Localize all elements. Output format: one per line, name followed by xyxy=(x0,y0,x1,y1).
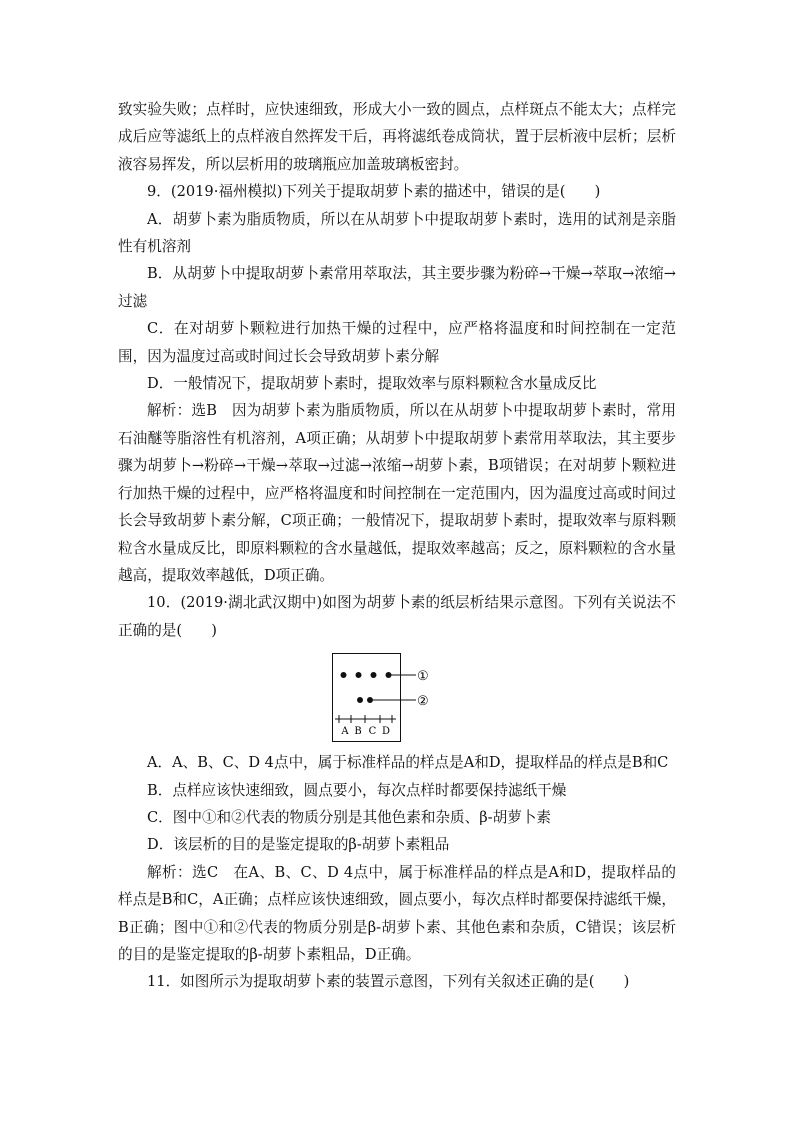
question-10-option-d: D．该层析的目的是鉴定提取的β-胡萝卜素粗品 xyxy=(147,836,450,854)
lane-label-d: D xyxy=(381,726,391,738)
question-9: 9．(2019·福州模拟)下列关于提取胡萝卜素的描述中，错误的是( ) xyxy=(147,183,601,201)
question-9-option-d: D．一般情况下，提取胡萝卜素时，提取效率与原料颗粒含水量成反比 xyxy=(147,375,597,393)
text-block-bottom xyxy=(118,749,676,996)
page-content xyxy=(118,96,676,996)
question-9-option-c: C．在对胡萝卜颗粒进行加热干燥的过程中，应严格将温度和时间控制在一定范围，因为温度过高或时间过长会导致胡萝卜素分解 xyxy=(118,320,676,365)
spot-row2-b xyxy=(357,697,363,703)
lane-label-b: B xyxy=(354,726,362,738)
lane-label-c: C xyxy=(368,726,377,738)
chromatography-figure xyxy=(118,653,676,743)
chromatography-diagram xyxy=(332,653,462,743)
question-11: 11．如图所示为提取胡萝卜素的装置示意图，下列有关叙述正确的是( ) xyxy=(147,973,630,991)
question-9-solution: 解析：选B 因为胡萝卜素为脂质物质，所以在从胡萝卜中提取胡萝卜素时，常用石油醚等脂溶性有机溶剂，A项正确；从胡萝卜中提取胡萝卜素常用萃取法，其主要步骤为胡萝卜→粉碎→干燥→萃取→过滤→浓缩→胡萝卜素，B项错误；在对胡萝卜颗粒进行加热干燥的过程中，应严格将温度和时间控制在一定范围内，因为温度过高或时间过长会导致胡萝卜素分解，C项正确；一般情况下，提取胡萝卜素时，提取效率与原料颗粒含水量成反比，即原料颗粒的含水量越低，提取效率越高；反之，原料颗粒的含水量越高，提取效率越低，D项正确。 xyxy=(118,402,676,584)
text-block-top xyxy=(118,96,676,644)
lane-label-a: A xyxy=(341,726,349,738)
question-10-option-b: B．点样应该快速细致，圆点要小，每次点样时都要保持滤纸干燥 xyxy=(147,781,567,799)
question-10-option-c: C．图中①和②代表的物质分别是其他色素和杂质、β-胡萝卜素 xyxy=(147,808,551,826)
spot-row1-d xyxy=(386,672,392,678)
spot-row1-b xyxy=(356,672,362,678)
question-9-option-b: B．从胡萝卜中提取胡萝卜素常用萃取法，其主要步骤为粉碎→干燥→萃取→浓缩→过滤 xyxy=(118,265,676,310)
spot-row1-c xyxy=(371,672,377,678)
spot-row1-a xyxy=(341,672,347,678)
question-10-solution: 解析：选C 在A、B、C、D 4点中，属于标准样品的样点是A和D，提取样品的样点是B和C，A正确；点样应该快速细致，圆点要小，每次点样时都要保持滤纸干燥，B正确；图中①和②代表的物质分别是β-胡萝卜素、其他色素和杂质，C错误；该层析的目的是鉴定提取的β-胡萝卜素粗品，D正确。 xyxy=(118,863,676,963)
label-2: ② xyxy=(417,694,429,710)
label-1: ① xyxy=(417,669,429,685)
question-9-option-a: A．胡萝卜素为脂质物质，所以在从胡萝卜中提取胡萝卜素时，选用的试剂是亲脂性有机溶剂 xyxy=(118,210,676,256)
question-10-option-a: A．A、B、C、D 4点中，属于标准样品的样点是A和D，提取样品的样点是B和C xyxy=(147,754,669,772)
paragraph-continued-answer: 致实验失败；点样时，应快速细致，形成大小一致的圆点，点样斑点不能太大；点样完成后应等滤纸上的点样液自然挥发干后，再将滤纸卷成筒状，置于层析液中层析；层析液容易挥发，所以层析用的玻璃瓶应加盖玻璃板密封。 xyxy=(118,101,676,173)
question-10: 10．(2019·湖北武汉期中)如图为胡萝卜素的纸层析结果示意图。下列有关说法不正确的是( ) xyxy=(118,594,676,639)
